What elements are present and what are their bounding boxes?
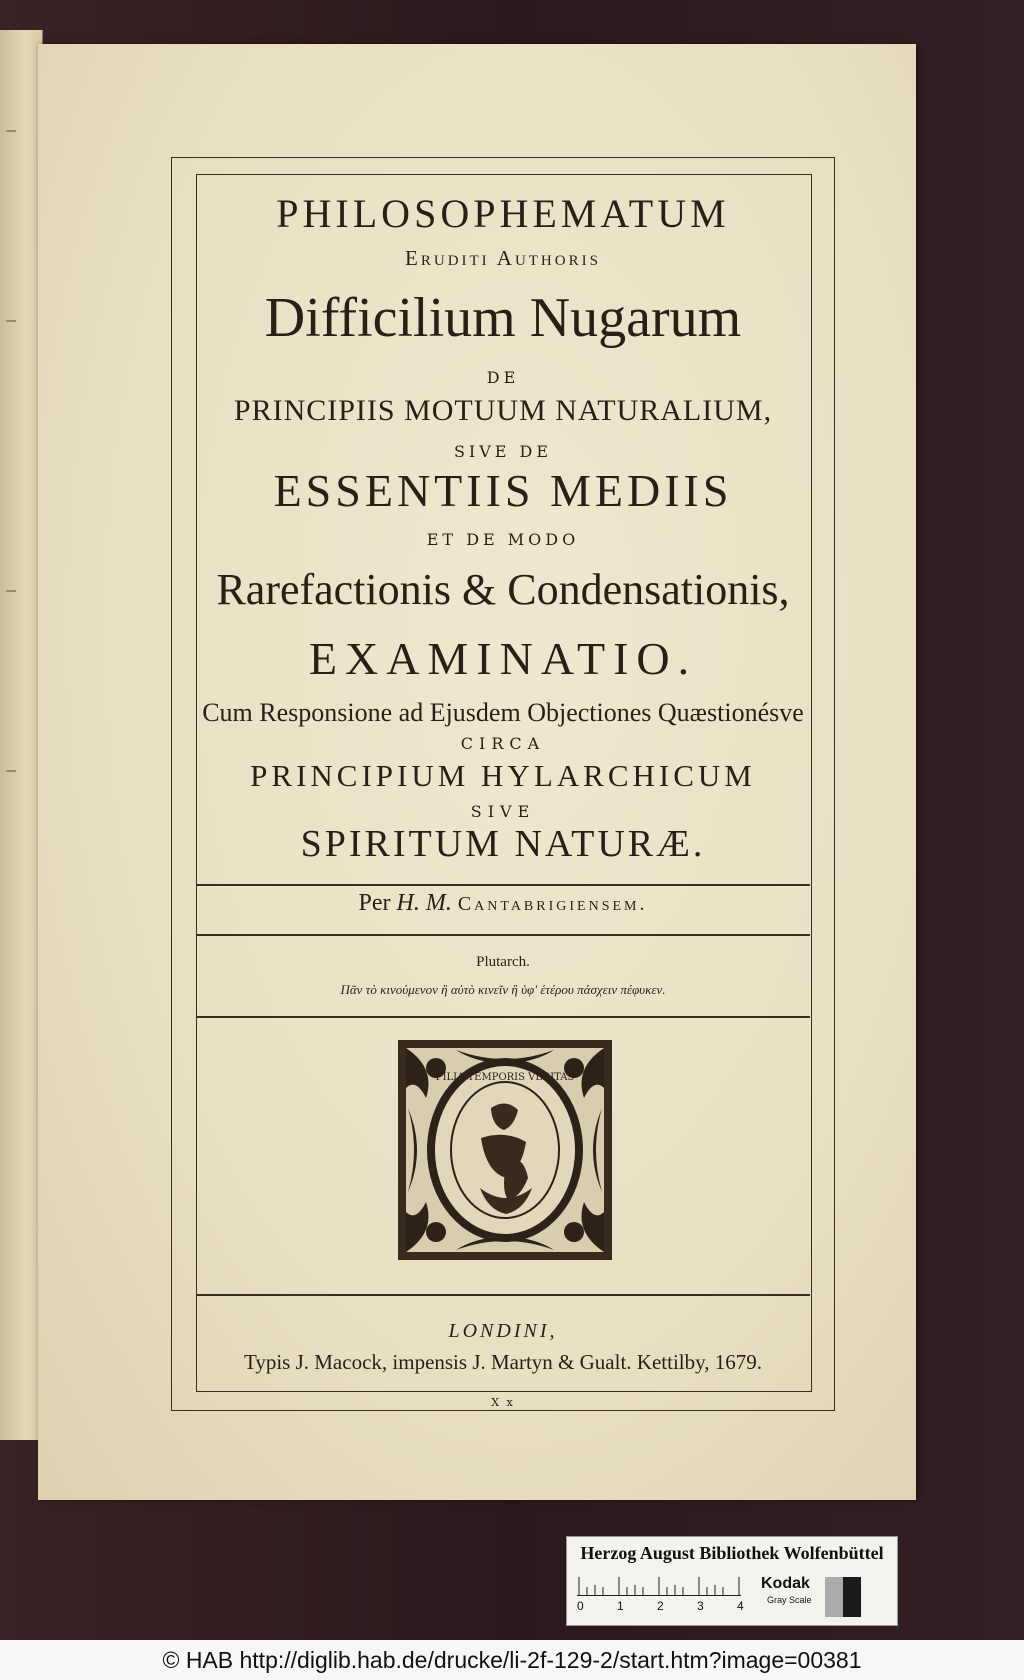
imprint-line: Typis J. Macock, impensis J. Martyn & Gualt. Kettilby, 1679.: [243, 1350, 763, 1374]
author-line: [196, 890, 810, 917]
title-line-11: Cum Responsione ad Ejusdem Objectiones Quæstionésve: [202, 698, 804, 727]
scale-number: 1: [617, 1599, 624, 1613]
quote-source: Plutarch.: [476, 954, 530, 970]
divider-rule: [196, 884, 810, 886]
gray-scale-label: Gray Scale: [767, 1595, 812, 1605]
title-line-6: SIVE DE: [453, 442, 553, 461]
scale-number: 2: [657, 1599, 664, 1613]
title-line-13: PRINCIPIUM HYLARCHICUM: [250, 758, 756, 793]
divider-rule: [196, 1016, 810, 1018]
title-line-2: Eruditi Authoris: [405, 246, 601, 270]
copyright-footer: © HAB http://diglib.hab.de/drucke/li-2f-129-2/start.htm?image=00381: [0, 1640, 1024, 1680]
greek-quote: Πᾶν τὸ κινούμενον ἢ αὐτὸ κινεῖν ἢ ὑφ' ἑτέρου πάσχειν πέφυκεν.: [340, 982, 666, 997]
title-line-12: CIRCA: [460, 734, 546, 753]
library-color-target: [566, 1536, 898, 1626]
library-name: Herzog August Bibliothek Wolfenbüttel: [580, 1543, 884, 1563]
scale-number: 3: [697, 1599, 704, 1613]
author-prefix: Per: [358, 890, 391, 916]
previous-page-edge: [0, 30, 43, 1440]
title-line-7: ESSENTIIS MEDIIS: [273, 465, 733, 516]
signature-mark: X x: [491, 1396, 515, 1409]
divider-rule: [196, 934, 810, 936]
imprint-city: LONDINI,: [448, 1320, 558, 1342]
title-page: [38, 44, 916, 1500]
title-line-4: DE: [486, 368, 520, 387]
emblem-motto: FILIA TEMPORIS VERITAS: [435, 1072, 575, 1083]
title-line-14: SIVE: [470, 802, 536, 821]
author-place: Cantabrigiensem.: [457, 893, 648, 915]
kodak-logo-text: Kodak: [761, 1575, 810, 1592]
gray-patch-dark: [843, 1577, 861, 1617]
title-line-5: PRINCIPIIS MOTUUM NATURALIUM,: [233, 394, 773, 427]
gray-patch-light: [825, 1577, 843, 1617]
printer-emblem-woodcut: [396, 1038, 614, 1262]
scale-number: 4: [737, 1599, 744, 1613]
title-line-10: EXAMINATIO.: [308, 633, 698, 684]
title-line-9: Rarefactionis & Condensationis,: [216, 565, 790, 614]
title-line-3: Difficilium Nugarum: [264, 287, 742, 349]
title-line-1: PHILOSOPHEMATUM: [276, 191, 730, 236]
divider-rule: [196, 1294, 810, 1296]
title-line-15: SPIRITUM NATURÆ.: [300, 823, 706, 865]
author-initials: H. M.: [396, 890, 452, 916]
title-line-8: ET DE MODO: [426, 530, 580, 549]
scale-number: 0: [577, 1599, 584, 1613]
scale-ruler: [577, 1573, 741, 1596]
